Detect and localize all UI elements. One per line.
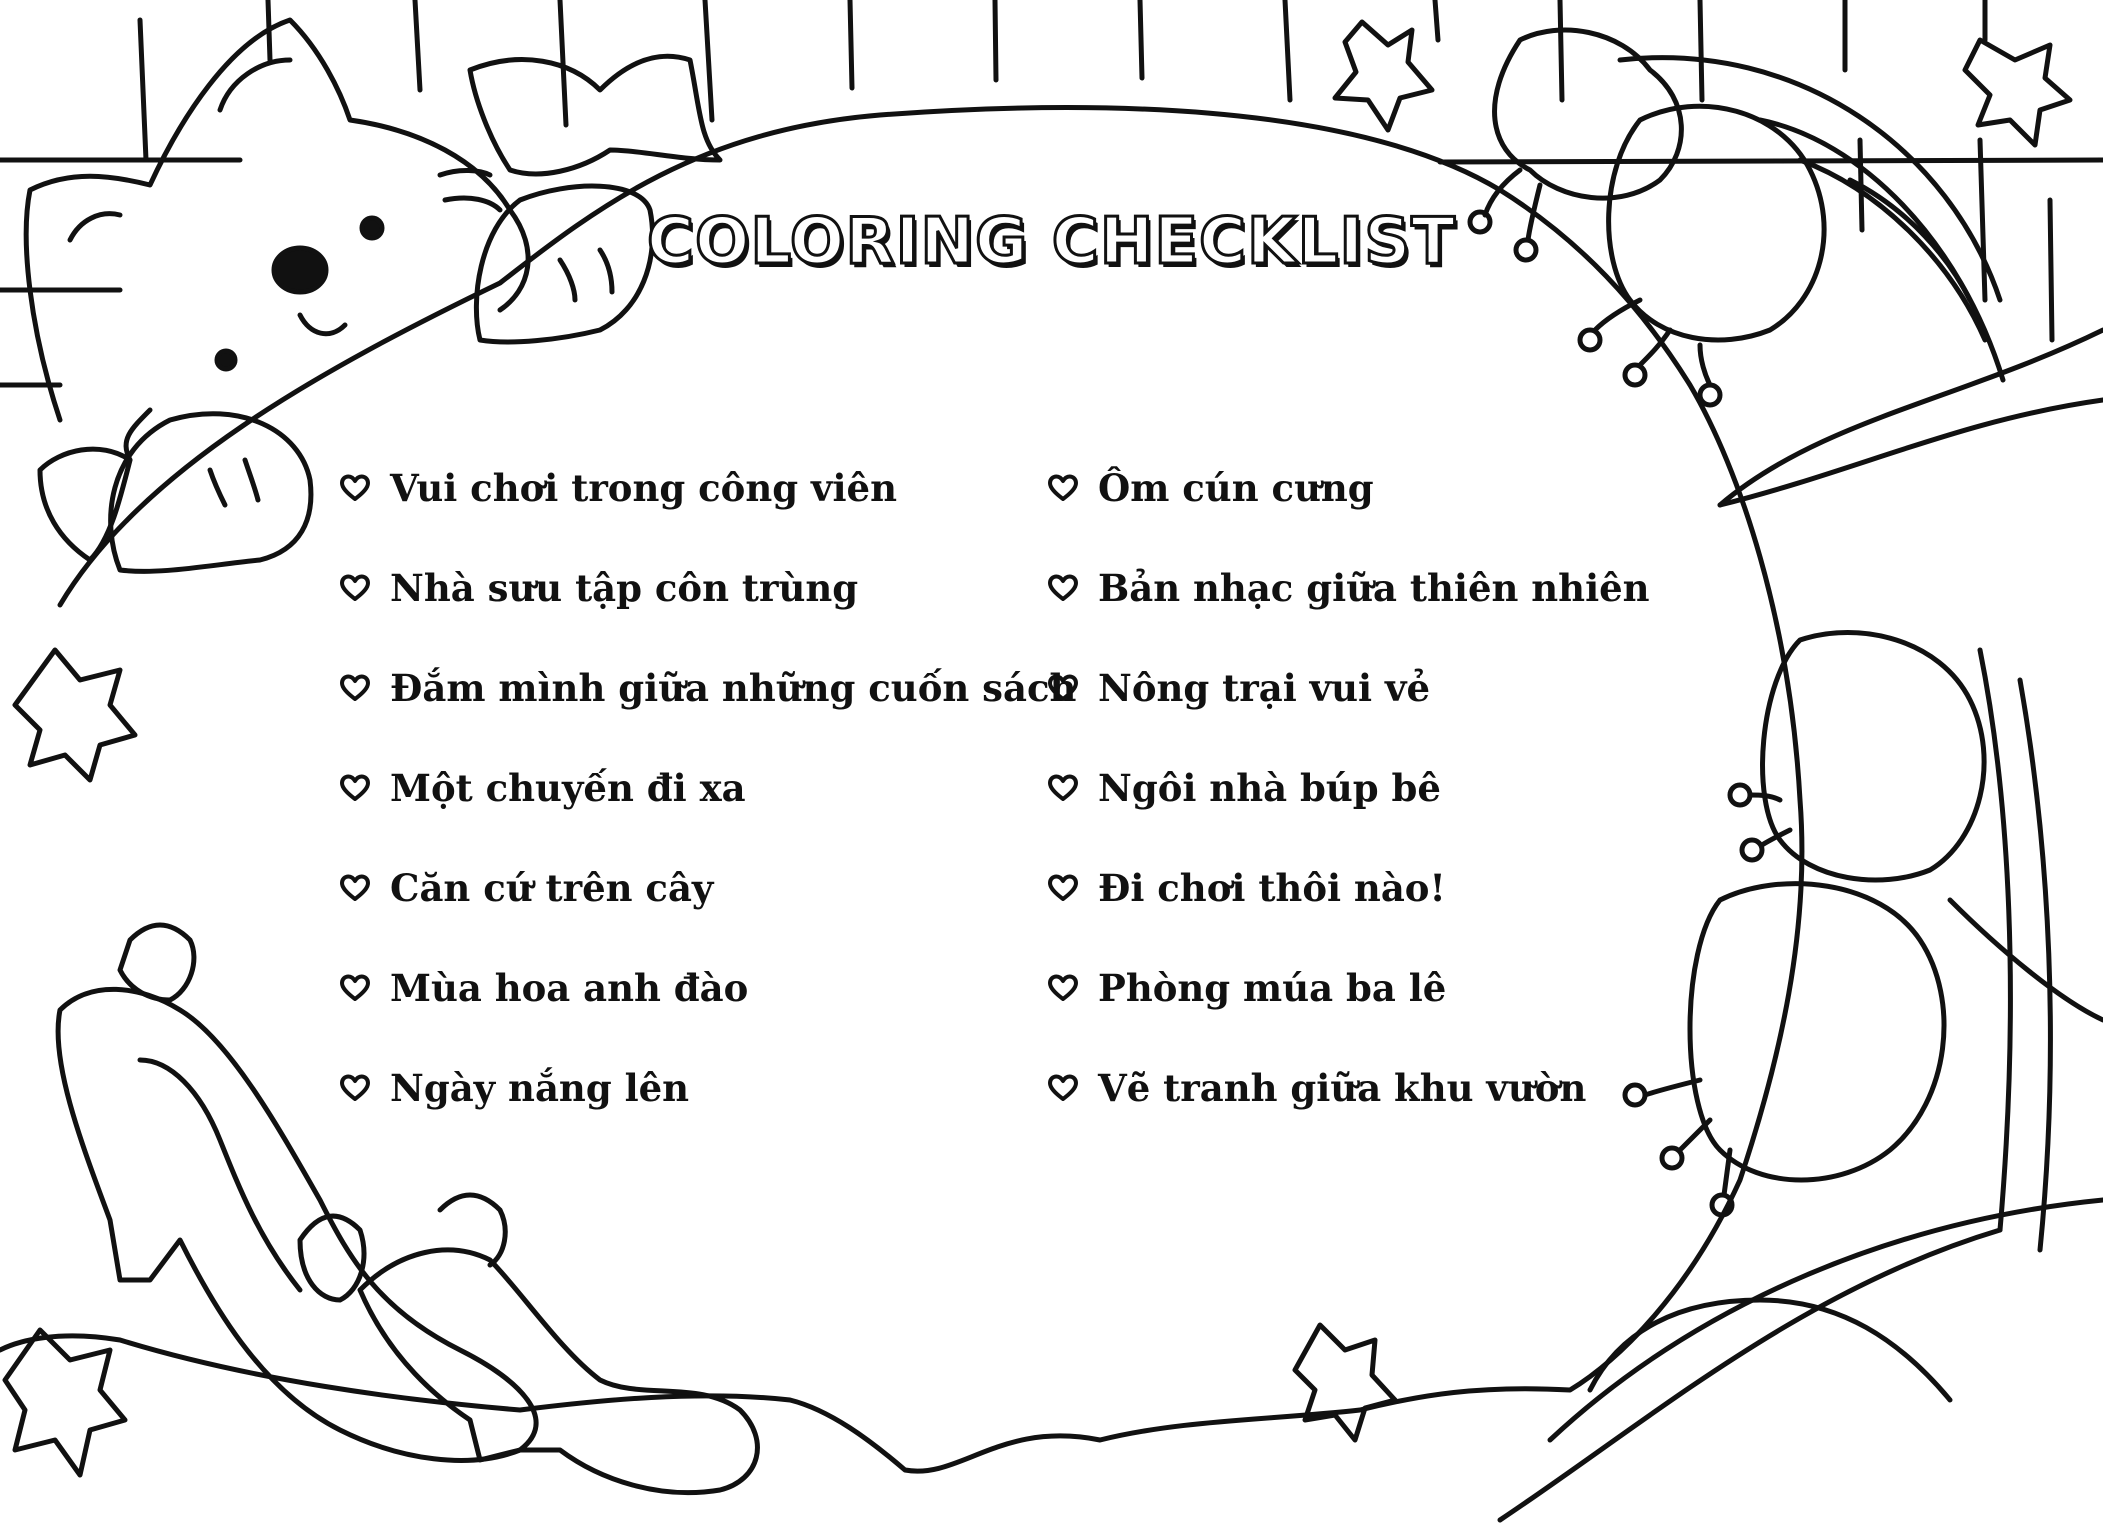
checklist-item	[340, 438, 1020, 538]
checklist-item-label: Ngôi nhà búp bê	[1098, 766, 1441, 810]
checklist-item-label: Nhà sưu tập côn trùng	[390, 566, 859, 610]
checklist-item	[340, 838, 1020, 938]
heart-outline-icon	[340, 473, 370, 503]
checklist-item	[1048, 938, 1688, 1038]
checklist-item-label: Vui chơi trong công viên	[390, 466, 897, 510]
checklist-item-label: Mùa hoa anh đào	[390, 966, 749, 1010]
checklist-item-label: Ôm cún cưng	[1098, 466, 1374, 510]
checklist-item	[340, 638, 1077, 738]
checklist-item	[1048, 538, 1688, 638]
checklist-item	[1048, 838, 1688, 938]
checklist-item-label: Bản nhạc giữa thiên nhiên	[1098, 566, 1650, 610]
checklist-item	[340, 938, 1020, 1038]
heart-outline-icon	[1048, 573, 1078, 603]
checklist-item-label: Căn cứ trên cây	[390, 866, 714, 910]
heart-outline-icon	[340, 573, 370, 603]
checklist-item	[1048, 1038, 1688, 1138]
checklist-item	[340, 1038, 1020, 1138]
checklist-item	[340, 738, 1020, 838]
checklist-item-label: Phòng múa ba lê	[1098, 966, 1447, 1010]
page-title: COLORING CHECKLIST	[647, 205, 1456, 279]
fence-background	[0, 0, 2103, 385]
heart-outline-icon	[340, 873, 370, 903]
heart-outline-icon	[340, 673, 370, 703]
heart-outline-icon	[1048, 873, 1078, 903]
checklist-item	[1048, 638, 1688, 738]
checklist-item-label: Vẽ tranh giữa khu vườn	[1098, 1066, 1587, 1110]
checklist-item-label: Nông trại vui vẻ	[1098, 666, 1431, 710]
checklist-item-label: Ngày nắng lên	[390, 1066, 690, 1110]
heart-outline-icon	[1048, 473, 1078, 503]
heart-outline-icon	[1048, 673, 1078, 703]
checklist-right-column	[1048, 438, 1688, 1138]
checklist-item	[1048, 738, 1688, 838]
checklist-item-label: Đắm mình giữa những cuốn sách	[390, 666, 1077, 710]
checklist-item-label: Một chuyến đi xa	[390, 766, 746, 810]
checklist-item	[1048, 438, 1688, 538]
checklist-item	[340, 538, 1020, 638]
checklist-item-label: Đi chơi thôi nào!	[1098, 866, 1446, 910]
heart-outline-icon	[340, 1073, 370, 1103]
heart-outline-icon	[340, 973, 370, 1003]
heart-outline-icon	[1048, 773, 1078, 803]
heart-outline-icon	[1048, 973, 1078, 1003]
checklist-left-column	[340, 438, 1077, 1138]
heart-outline-icon	[340, 773, 370, 803]
ground-arc	[1590, 1300, 1950, 1400]
heart-outline-icon	[1048, 1073, 1078, 1103]
